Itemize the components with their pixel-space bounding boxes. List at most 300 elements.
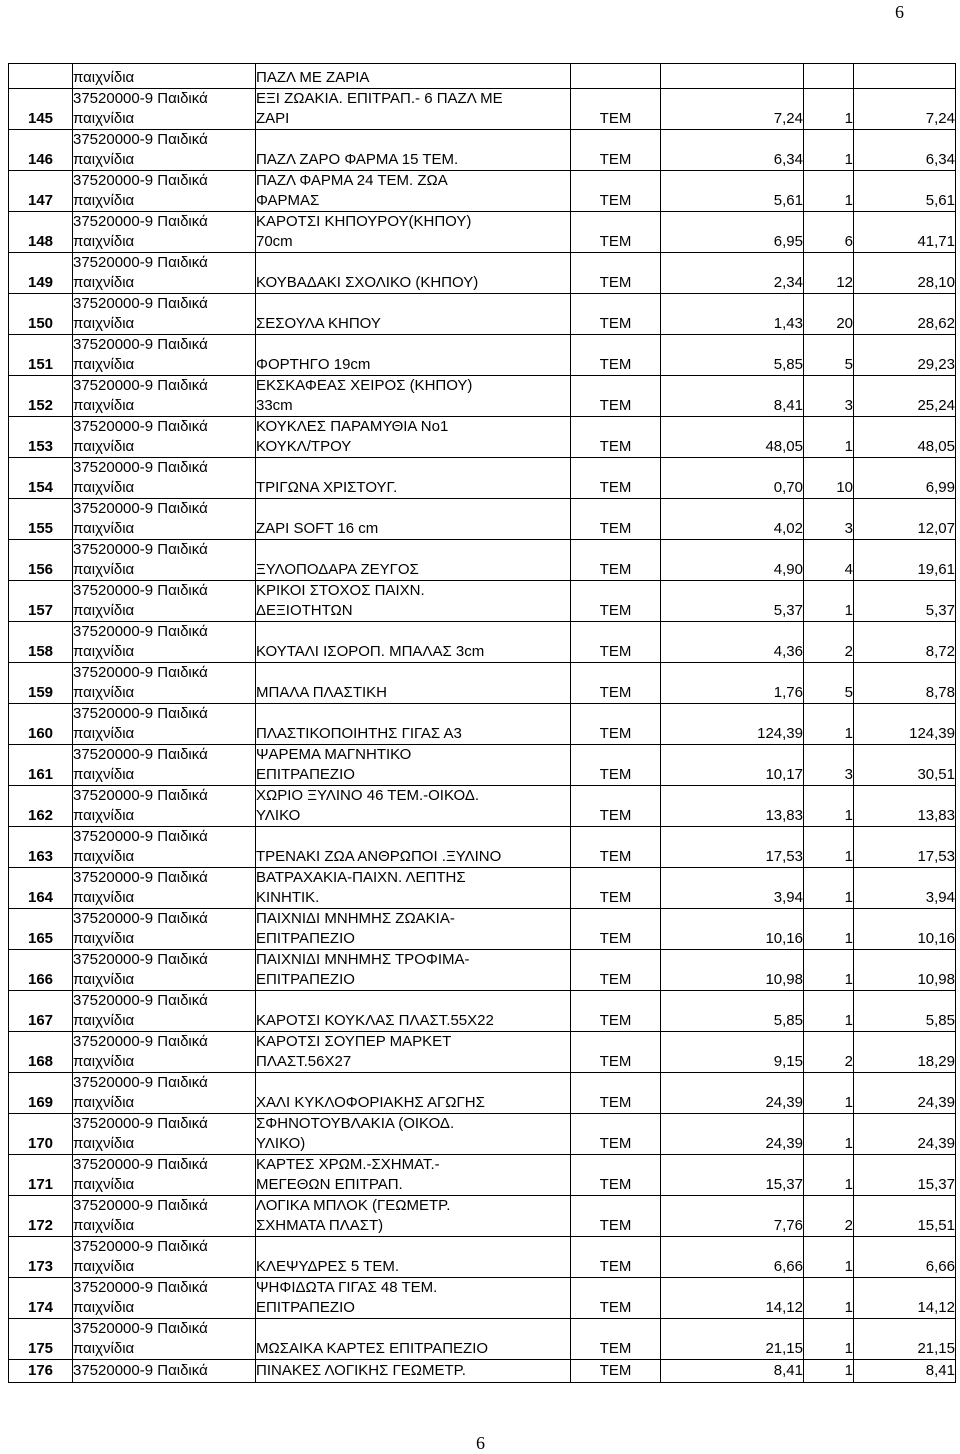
unit-cell: ΤΕΜ <box>571 171 661 212</box>
page-number-bottom: 6 <box>476 1433 485 1453</box>
price-cell: 1,76 <box>661 663 804 704</box>
description-line-2: ΚΟΥΚΛ/ΤΡΟΥ <box>256 438 352 455</box>
category-cell <box>73 171 256 212</box>
description-line-2: ΚΛΕΨΥΔΡΕΣ 5 ΤΕΜ. <box>256 1258 399 1275</box>
quantity-cell: 1 <box>804 909 854 950</box>
table-row <box>9 1360 956 1383</box>
description-line-1: ΠΑΖΛ ΦΑΡΜΑ 24 ΤΕΜ. ΖΩΑ <box>256 172 448 189</box>
category-line-1: 37520000-9 Παιδικά <box>73 1279 208 1296</box>
items-table-body <box>9 64 956 1360</box>
row-number: 149 <box>9 253 73 294</box>
row-number: 148 <box>9 212 73 253</box>
total-cell: 7,24 <box>854 89 956 130</box>
description-line-2: ΠΛΑΣΤ.56Χ27 <box>256 1053 352 1070</box>
price-cell <box>661 64 804 89</box>
price-cell: 4,36 <box>661 622 804 663</box>
quantity-cell: 1 <box>804 1360 854 1383</box>
quantity-cell: 1 <box>804 1155 854 1196</box>
category-line-1: 37520000-9 Παιδικά <box>73 828 208 845</box>
row-number: 165 <box>9 909 73 950</box>
category-cell <box>73 663 256 704</box>
description-cell <box>256 745 571 786</box>
description-cell <box>256 253 571 294</box>
description-cell <box>256 704 571 745</box>
quantity-cell: 20 <box>804 294 854 335</box>
row-number: 166 <box>9 950 73 991</box>
total-cell: 24,39 <box>854 1114 956 1155</box>
description-line-2: ΞΥΛΟΠΟΔΑΡΑ ΖΕΥΓΟΣ <box>256 561 419 578</box>
description-cell <box>256 909 571 950</box>
total-cell: 5,85 <box>854 991 956 1032</box>
total-cell: 17,53 <box>854 827 956 868</box>
description-line-1 <box>256 499 570 519</box>
description-cell <box>256 950 571 991</box>
price-cell: 3,94 <box>661 868 804 909</box>
category-line-1: 37520000-9 Παιδικά <box>73 1033 208 1050</box>
table-row <box>9 499 956 540</box>
table-row <box>9 581 956 622</box>
row-number: 154 <box>9 458 73 499</box>
category-line-1: 37520000-9 Παιδικά <box>73 1156 208 1173</box>
description-line-2: ΜΩΣΑΙΚΑ ΚΑΡΤΕΣ ΕΠΙΤΡΑΠΕΖΙΟ <box>256 1340 489 1357</box>
unit-cell: ΤΕΜ <box>571 212 661 253</box>
description-line-1 <box>256 294 570 314</box>
category-line-1: 37520000-9 Παιδικά <box>73 418 208 435</box>
category-text: παιχνίδια <box>73 69 135 86</box>
category-line-2: παιχνίδια <box>73 1135 135 1152</box>
description-line-1 <box>256 704 570 724</box>
category-line-1: 37520000-9 Παιδικά <box>73 254 208 271</box>
description-line-1 <box>256 1319 570 1339</box>
description-cell <box>256 64 571 89</box>
description-cell <box>256 1155 571 1196</box>
category-line-1: 37520000-9 Παιδικά <box>73 500 208 517</box>
category-line-1: 37520000-9 Παιδικά <box>73 705 208 722</box>
quantity-cell: 6 <box>804 212 854 253</box>
category-line-2: παιχνίδια <box>73 274 135 291</box>
price-cell: 5,85 <box>661 991 804 1032</box>
category-cell <box>73 499 256 540</box>
row-number: 171 <box>9 1155 73 1196</box>
quantity-cell: 10 <box>804 458 854 499</box>
price-cell: 5,85 <box>661 335 804 376</box>
total-cell: 15,37 <box>854 1155 956 1196</box>
row-number-cell <box>9 64 73 89</box>
description-line-2: 70cm <box>256 233 293 250</box>
description-cell <box>256 1278 571 1319</box>
quantity-cell: 3 <box>804 499 854 540</box>
description-cell <box>256 1114 571 1155</box>
price-cell: 21,15 <box>661 1319 804 1360</box>
row-number: 158 <box>9 622 73 663</box>
description-line-2: ΠΑΖΛ ΖΑΡΟ ΦΑΡΜΑ 15 ΤΕΜ. <box>256 151 459 168</box>
row-number: 159 <box>9 663 73 704</box>
category-line-2: παιχνίδια <box>73 684 135 701</box>
unit-cell: ΤΕΜ <box>571 1032 661 1073</box>
price-cell: 6,95 <box>661 212 804 253</box>
description-text: ΠΑΖΛ ΜΕ ΖΑΡΙΑ <box>256 69 370 86</box>
description-cell <box>256 1032 571 1073</box>
unit-cell: ΤΕΜ <box>571 622 661 663</box>
unit-cell: ΤΕΜ <box>571 458 661 499</box>
table-row <box>9 64 956 89</box>
category-line-1: 37520000-9 Παιδικά <box>73 582 208 599</box>
description-line-2: ΚΑΡΟΤΣΙ ΚΟΥΚΛΑΣ ΠΛΑΣΤ.55Χ22 <box>256 1012 494 1029</box>
total-cell: 8,72 <box>854 622 956 663</box>
category-cell <box>73 1155 256 1196</box>
description-line-2: ΣΕΣΟΥΛΑ ΚΗΠΟΥ <box>256 315 381 332</box>
category-cell <box>73 786 256 827</box>
category-line-2: παιχνίδια <box>73 807 135 824</box>
unit-cell: ΤΕΜ <box>571 294 661 335</box>
table-row <box>9 335 956 376</box>
category-cell <box>73 212 256 253</box>
description-cell <box>256 540 571 581</box>
category-cell <box>73 1319 256 1360</box>
unit-cell: ΤΕΜ <box>571 1237 661 1278</box>
category-line-1: 37520000-9 Παιδικά <box>73 1197 208 1214</box>
category-line-2: παιχνίδια <box>73 602 135 619</box>
description-line-1: ΚΑΡΟΤΣΙ ΚΗΠΟΥΡΟΥ(ΚΗΠΟΥ) <box>256 213 472 230</box>
description-cell <box>256 1237 571 1278</box>
total-cell: 10,16 <box>854 909 956 950</box>
price-cell: 9,15 <box>661 1032 804 1073</box>
description-line-2: ΕΠΙΤΡΑΠΕΖΙΟ <box>256 971 355 988</box>
description-cell <box>256 335 571 376</box>
price-cell: 24,39 <box>661 1073 804 1114</box>
category-line-2: παιχνίδια <box>73 1258 135 1275</box>
price-cell: 1,43 <box>661 294 804 335</box>
unit-cell: ΤΕΜ <box>571 1114 661 1155</box>
category-line-2: παιχνίδια <box>73 520 135 537</box>
table-row <box>9 1073 956 1114</box>
category-line-2: παιχνίδια <box>73 1094 135 1111</box>
category-cell <box>73 868 256 909</box>
total-cell: 30,51 <box>854 745 956 786</box>
row-number: 155 <box>9 499 73 540</box>
quantity-cell: 4 <box>804 540 854 581</box>
category-line-2: παιχνίδια <box>73 151 135 168</box>
price-cell: 14,12 <box>661 1278 804 1319</box>
price-cell: 15,37 <box>661 1155 804 1196</box>
category-cell <box>73 458 256 499</box>
category-cell <box>73 704 256 745</box>
table-row <box>9 1155 956 1196</box>
quantity-cell: 1 <box>804 171 854 212</box>
description-cell: ΠΙΝΑΚΕΣ ΛΟΓΙΚΗΣ ΓΕΩΜΕΤΡ. <box>256 1360 571 1383</box>
description-line-1: ΚΡΙΚΟΙ ΣΤΟΧΟΣ ΠΑΙΧΝ. <box>256 582 425 599</box>
unit-cell: ΤΕΜ <box>571 1196 661 1237</box>
category-line-2: παιχνίδια <box>73 971 135 988</box>
unit-cell: ΤΕΜ <box>571 786 661 827</box>
total-cell: 14,12 <box>854 1278 956 1319</box>
category-line-1: 37520000-9 Παιδικά <box>73 910 208 927</box>
description-line-1 <box>256 827 570 847</box>
total-cell: 21,15 <box>854 1319 956 1360</box>
price-cell: 10,98 <box>661 950 804 991</box>
description-line-1: ΣΦΗΝΟΤΟΥΒΛΑΚΙΑ (ΟΙΚΟΔ. <box>256 1115 455 1132</box>
table-row <box>9 417 956 458</box>
unit-cell: ΤΕΜ <box>571 376 661 417</box>
unit-cell: ΤΕΜ <box>571 581 661 622</box>
description-line-1 <box>256 540 570 560</box>
category-line-2: παιχνίδια <box>73 766 135 783</box>
description-line-1: ΨΗΦΙΔΩΤΑ ΓΙΓΑΣ 48 ΤΕΜ. <box>256 1279 438 1296</box>
description-cell <box>256 212 571 253</box>
category-line-1: 37520000-9 Παιδικά <box>73 1074 208 1091</box>
row-number: 162 <box>9 786 73 827</box>
total-cell: 25,24 <box>854 376 956 417</box>
table-row <box>9 909 956 950</box>
unit-cell: ΤΕΜ <box>571 253 661 294</box>
unit-cell: ΤΕΜ <box>571 827 661 868</box>
row-number: 169 <box>9 1073 73 1114</box>
quantity-cell: 1 <box>804 868 854 909</box>
quantity-cell: 2 <box>804 1196 854 1237</box>
unit-cell: ΤΕΜ <box>571 540 661 581</box>
description-line-2: ΕΠΙΤΡΑΠΕΖΙΟ <box>256 766 355 783</box>
description-line-1 <box>256 130 570 150</box>
table-row <box>9 171 956 212</box>
category-line-2: παιχνίδια <box>73 725 135 742</box>
price-cell: 6,66 <box>661 1237 804 1278</box>
category-cell <box>73 745 256 786</box>
table-row <box>9 868 956 909</box>
description-line-2: ΕΠΙΤΡΑΠΕΖΙΟ <box>256 930 355 947</box>
description-cell <box>256 622 571 663</box>
description-line-1: ΠΑΙΧΝΙΔΙ ΜΝΗΜΗΣ ΤΡΟΦΙΜΑ- <box>256 951 470 968</box>
description-cell <box>256 171 571 212</box>
table-row <box>9 458 956 499</box>
items-table <box>8 63 956 1383</box>
total-cell: 8,41 <box>854 1360 956 1383</box>
unit-cell: ΤΕΜ <box>571 89 661 130</box>
unit-cell: ΤΕΜ <box>571 950 661 991</box>
category-line-1: 37520000-9 Παιδικά <box>73 746 208 763</box>
category-line-1: 37520000-9 Παιδικά <box>73 336 208 353</box>
category-cell <box>73 294 256 335</box>
category-line-1: 37520000-9 Παιδικά <box>73 377 208 394</box>
total-cell: 6,34 <box>854 130 956 171</box>
table-row <box>9 745 956 786</box>
category-line-1: 37520000-9 Παιδικά <box>73 90 208 107</box>
category-line-2: παιχνίδια <box>73 1176 135 1193</box>
unit-cell: ΤΕΜ <box>571 868 661 909</box>
quantity-cell: 5 <box>804 335 854 376</box>
total-cell: 5,37 <box>854 581 956 622</box>
table-row <box>9 294 956 335</box>
table-row <box>9 540 956 581</box>
description-line-1: ΚΑΡΤΕΣ ΧΡΩΜ.-ΣΧΗΜΑΤ.- <box>256 1156 440 1173</box>
category-line-1: 37520000-9 Παιδικά <box>73 541 208 558</box>
category-line-2: παιχνίδια <box>73 1012 135 1029</box>
category-cell <box>73 1073 256 1114</box>
category-line-1: 37520000-9 Παιδικά <box>73 992 208 1009</box>
description-cell <box>256 868 571 909</box>
description-line-1: ΒΑΤΡΑΧΑΚΙΑ-ΠΑΙΧΝ. ΛΕΠΤΗΣ <box>256 869 466 886</box>
total-cell: 24,39 <box>854 1073 956 1114</box>
description-line-2: ΤΡΙΓΩΝΑ ΧΡΙΣΤΟΥΓ. <box>256 479 398 496</box>
quantity-cell: 1 <box>804 704 854 745</box>
unit-cell: ΤΕΜ <box>571 130 661 171</box>
category-line-1: 37520000-9 Παιδικά <box>73 664 208 681</box>
page-number-top: 6 <box>895 2 904 22</box>
category-line-1: 37520000-9 Παιδικά <box>73 1238 208 1255</box>
table-row <box>9 1278 956 1319</box>
row-number: 160 <box>9 704 73 745</box>
unit-cell: ΤΕΜ <box>571 704 661 745</box>
unit-cell: ΤΕΜ <box>571 1278 661 1319</box>
table-row <box>9 89 956 130</box>
description-cell <box>256 827 571 868</box>
description-cell <box>256 294 571 335</box>
unit-cell: ΤΕΜ <box>571 663 661 704</box>
table-row <box>9 827 956 868</box>
category-line-2: παιχνίδια <box>73 1299 135 1316</box>
total-cell: 8,78 <box>854 663 956 704</box>
total-cell: 124,39 <box>854 704 956 745</box>
description-line-1: ΕΞΙ ΖΩΑΚΙΑ. ΕΠΙΤΡΑΠ.- 6 ΠΑΖΛ ΜΕ <box>256 90 503 107</box>
total-cell: 15,51 <box>854 1196 956 1237</box>
table-row <box>9 1196 956 1237</box>
quantity-cell: 12 <box>804 253 854 294</box>
category-cell <box>73 253 256 294</box>
row-number: 164 <box>9 868 73 909</box>
unit-cell: ΤΕΜ <box>571 417 661 458</box>
category-line-2: παιχνίδια <box>73 479 135 496</box>
category-cell <box>73 1032 256 1073</box>
description-line-1 <box>256 458 570 478</box>
total-cell: 29,23 <box>854 335 956 376</box>
description-cell <box>256 417 571 458</box>
unit-cell: ΤΕΜ <box>571 1319 661 1360</box>
category-line-1: 37520000-9 Παιδικά <box>73 787 208 804</box>
row-number: 153 <box>9 417 73 458</box>
description-cell <box>256 663 571 704</box>
quantity-cell: 1 <box>804 786 854 827</box>
row-number: 175 <box>9 1319 73 1360</box>
description-line-2: ΧΑΛΙ ΚΥΚΛΟΦΟΡΙΑΚΗΣ ΑΓΩΓΗΣ <box>256 1094 485 1111</box>
description-line-2: ΚΟΥΒΑΔΑΚΙ ΣΧΟΛΙΚΟ (ΚΗΠΟΥ) <box>256 274 479 291</box>
table-row <box>9 1237 956 1278</box>
quantity-cell: 1 <box>804 130 854 171</box>
quantity-cell: 1 <box>804 1073 854 1114</box>
category-line-2: παιχνίδια <box>73 397 135 414</box>
quantity-cell: 1 <box>804 89 854 130</box>
price-cell: 5,37 <box>661 581 804 622</box>
row-number: 168 <box>9 1032 73 1073</box>
description-line-2: ΕΠΙΤΡΑΠΕΖΙΟ <box>256 1299 355 1316</box>
category-cell <box>73 1278 256 1319</box>
unit-cell: ΤΕΜ <box>571 1360 661 1383</box>
description-line-2: ΥΛΙΚΟ <box>256 807 301 824</box>
row-number: 146 <box>9 130 73 171</box>
unit-cell <box>571 64 661 89</box>
category-line-2: παιχνίδια <box>73 233 135 250</box>
quantity-cell: 2 <box>804 1032 854 1073</box>
price-cell: 7,76 <box>661 1196 804 1237</box>
description-line-2: ΜΠΑΛΑ ΠΛΑΣΤΙΚΗ <box>256 684 387 701</box>
table-row <box>9 253 956 294</box>
category-line-2: παιχνίδια <box>73 1217 135 1234</box>
quantity-cell <box>804 64 854 89</box>
total-cell: 5,61 <box>854 171 956 212</box>
quantity-cell: 1 <box>804 950 854 991</box>
total-cell: 13,83 <box>854 786 956 827</box>
description-line-1: ΛΟΓΙΚΑ ΜΠΛΟΚ (ΓΕΩΜΕΤΡ. <box>256 1197 451 1214</box>
unit-cell: ΤΕΜ <box>571 1155 661 1196</box>
category-line-2: παιχνίδια <box>73 438 135 455</box>
description-cell <box>256 89 571 130</box>
total-cell: 6,66 <box>854 1237 956 1278</box>
description-line-1 <box>256 253 570 273</box>
category-line-1: 37520000-9 Παιδικά <box>73 295 208 312</box>
category-cell <box>73 335 256 376</box>
table-row <box>9 212 956 253</box>
category-line-2: παιχνίδια <box>73 356 135 373</box>
price-cell: 7,24 <box>661 89 804 130</box>
category-cell <box>73 1196 256 1237</box>
total-cell: 18,29 <box>854 1032 956 1073</box>
total-cell: 12,07 <box>854 499 956 540</box>
quantity-cell: 1 <box>804 581 854 622</box>
category-line-2: παιχνίδια <box>73 1340 135 1357</box>
category-cell <box>73 417 256 458</box>
table-row <box>9 991 956 1032</box>
quantity-cell: 1 <box>804 1114 854 1155</box>
unit-cell: ΤΕΜ <box>571 991 661 1032</box>
description-line-2: ΚΟΥΤΑΛΙ ΙΣΟΡΟΠ. ΜΠΑΛΑΣ 3cm <box>256 643 485 660</box>
total-cell: 10,98 <box>854 950 956 991</box>
price-cell: 10,16 <box>661 909 804 950</box>
price-cell: 13,83 <box>661 786 804 827</box>
quantity-cell: 1 <box>804 827 854 868</box>
description-line-1: ΕΚΣΚΑΦΕΑΣ ΧΕΙΡΟΣ (ΚΗΠΟΥ) <box>256 377 473 394</box>
category-line-2: παιχνίδια <box>73 643 135 660</box>
category-line-2: παιχνίδια <box>73 315 135 332</box>
quantity-cell: 3 <box>804 745 854 786</box>
total-cell: 6,99 <box>854 458 956 499</box>
description-cell <box>256 458 571 499</box>
row-number: 147 <box>9 171 73 212</box>
row-number: 161 <box>9 745 73 786</box>
description-line-2: ΤΡΕΝΑΚΙ ΖΩΑ ΑΝΘΡΩΠΟΙ .ΞΥΛΙΝΟ <box>256 848 502 865</box>
price-cell: 8,41 <box>661 376 804 417</box>
unit-cell: ΤΕΜ <box>571 499 661 540</box>
quantity-cell: 1 <box>804 1278 854 1319</box>
total-cell <box>854 64 956 89</box>
table-row <box>9 1114 956 1155</box>
row-number: 174 <box>9 1278 73 1319</box>
row-number: 163 <box>9 827 73 868</box>
row-number: 170 <box>9 1114 73 1155</box>
price-cell: 24,39 <box>661 1114 804 1155</box>
category-line-1: 37520000-9 Παιδικά <box>73 459 208 476</box>
table-row <box>9 950 956 991</box>
category-cell <box>73 376 256 417</box>
price-cell: 8,41 <box>661 1360 804 1383</box>
row-number: 176 <box>9 1360 73 1383</box>
category-line-1: 37520000-9 Παιδικά <box>73 869 208 886</box>
description-cell <box>256 376 571 417</box>
row-number: 150 <box>9 294 73 335</box>
row-number: 156 <box>9 540 73 581</box>
price-cell: 4,02 <box>661 499 804 540</box>
category-line-2: παιχνίδια <box>73 1053 135 1070</box>
category-cell <box>73 540 256 581</box>
price-cell: 4,90 <box>661 540 804 581</box>
quantity-cell: 2 <box>804 622 854 663</box>
